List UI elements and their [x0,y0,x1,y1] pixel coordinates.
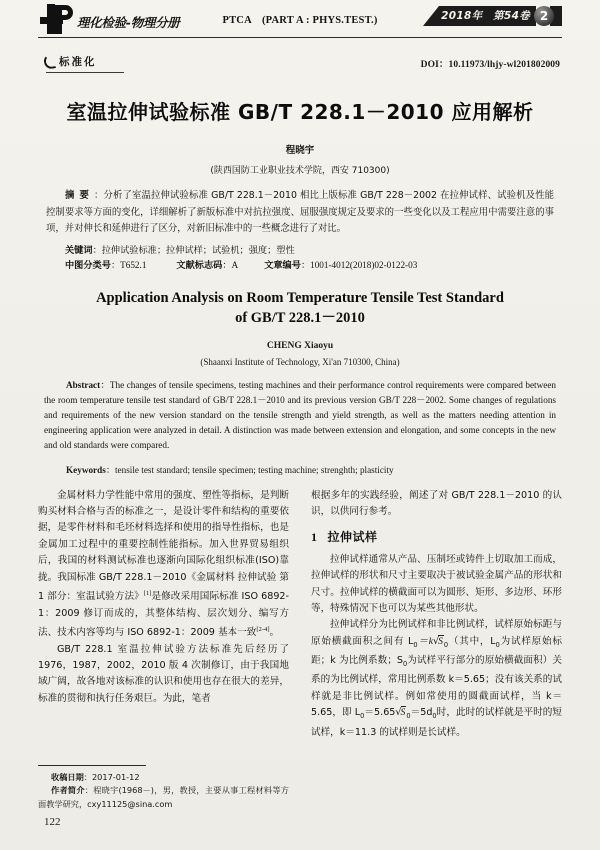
abstract-cn-label: 摘要 [65,190,95,201]
issue-banner [423,6,562,26]
left-p1-end: 。 [269,627,280,639]
affiliation-cn: (陕西国防工业职业技术学院，西安 710300) [210,166,390,176]
title-en-line1: Application Analysis on Room Temperature Tensile Test Standard [96,289,504,306]
author-cn: 程晓宇 [285,145,315,156]
footnote-rule [38,765,146,766]
rp3-g: ＝5.65 [364,707,396,719]
swoosh-icon [43,53,56,69]
affiliation-en: (Shaanxi Institute of Technology, Xi'an 710300, China) [200,356,400,367]
rp3-c: S [438,635,443,647]
author-bio-value: ：程晓宇(1968－)，男，教授，主要从事工程材料等方面教学研究，cxy11125@sina.com [38,785,289,809]
author-bio-label: 作者简介 [51,785,85,795]
abstract-en-text: ：The changes of tensile specimens, testing machines and their performance control requirements were compared between the room temperature tensile test standard of GB/T 228.1－2010 and its previous version GB/T 228－2002. Some changes of regulations and requirements of the new version standard on the tensile strength and yield strength, as well as the matters needing attention in engineering application were analyzed in detail. A distinction was made between extension and elongation, and some concepts in the new and old standards were compared. [44,379,556,451]
body-columns [38,488,562,741]
article-id-value: ：1001-4012(2018)02-0122-03 [300,260,418,270]
section-heading-1 [311,529,562,545]
clc-value: ：T652.1 [110,260,147,270]
section-number: 1 [311,530,318,545]
left-p1-part2: 是修改采用国际标准 ISO 6892-1：2009 修订而成的，其整体结构、层次划分、编写方法、技术内容等均与 ISO 6892-1：2009 基本一致 [38,591,289,639]
keywords-cn-value: ：拉伸试验标准；拉伸试样；试验机；强度；塑性 [92,244,295,256]
received-date-value: ：2017-01-12 [83,771,140,782]
body-paragraph: 根据多年的实践经验，阐述了对 GB/T 228.1－2010 的认识，以供同行参考。 [311,489,562,517]
rp3-h: S [400,707,406,719]
left-p1-ref2: [2-4] [256,625,270,633]
rp3-e: 为试样原始标距；k 为比例系数；S [311,635,562,667]
section-tag-label: 标准化 [59,56,97,68]
rp3-f: 为试样平行部分的原始横截面积）关系的为比例试样，常用比例系数 k＝5.65；没有该关系的试样就是非比例试样。例如常使用的圆截面试样，当 k＝5.65，即 L [311,655,563,719]
column-right [311,488,562,741]
body-paragraph: GB/T 228.1 室温拉伸试验方法标准先后经历了 1976，1987，2002，2010 版 4 次制修订，由于我国地域广阔，故各地对该标准的认识和使用也存在很大的差异，标准的贯彻和执行任务艰巨。为此，笔者 [38,643,289,704]
page-title: 室温拉伸试验标准 GB/T 228.1－2010 应用解析 [66,100,534,124]
doccode-label: 文献标志码 [176,260,223,271]
keywords-cn-row [65,243,554,259]
left-p1-ref1: [1] [143,589,152,597]
section-title: 拉伸试样 [327,530,378,545]
body-paragraph: 拉伸试样通常从产品、压制坯或铸件上切取加工而成，拉伸试样的形状和尺寸主要取决于被试验金属产品的形状和尺寸。拉伸试样的横截面可以为圆形、矩形、多边形、环形等，特殊情况下也可以为某些其他形状。 [311,553,562,614]
section-tag-underline [46,72,124,73]
issue-number-badge: 2 [534,6,554,26]
article-id-label: 文章编号 [264,260,301,271]
keywords-en [38,463,562,478]
meta-cn [38,243,562,274]
received-date-label: 收稿日期 [51,771,84,782]
body-paragraph: 拉伸试样分为比例试样和非比例试样，试样原始标距与原始横截面积之间有 $L_0=k√S_0$（其中，$L_0$为试样原始标距；k 为比例系数；$S_0$为试样平行部分的原始横截面积）关系的为比例试样，常用比例系数 k＝5.65；没有该关系的试样就是非比例试样。例如常使用的圆截面试样，当 k＝5.65，即 $L_0=5.65√S_0=5d_0$时，此时的试样就是平时的短试样，k＝11.3 的试样则是长试样。 [311,619,563,738]
title-en-line2: of GB/T 228.1－2010 [235,309,365,326]
doi-text: DOI：10.11973/lhjy-wl201802009 [420,60,560,70]
keywords-en-text: ：tensile test standard; tensile specimen; testing machine; strenghth; plasticity [105,464,394,475]
clc-label: 中图分类号 [65,260,111,271]
abstract-en [38,378,562,454]
page-number: 122 [44,816,61,828]
banner-tail-shape [423,6,439,26]
footnote-area [38,765,289,829]
rp3-j: 时，此时的试样就是平时的短试样，k＝11.3 的试样则是长试样。 [311,707,562,738]
rp3-a: 拉伸试样分为比例试样和非比例试样，试样原始标距与原始横截面积之间有 L [311,619,562,647]
received-date-row [38,771,289,785]
masthead [38,0,562,46]
section-tag [44,54,97,69]
title-en [38,288,562,328]
subhead [38,50,562,82]
abstract-cn [38,188,562,238]
keywords-en-label: Keywords [66,464,106,475]
doccode-value: ：A [222,260,239,270]
abstract-en-label: Abstract [66,379,101,390]
column-left [38,488,289,741]
keywords-cn-label: 关键词 [65,244,93,256]
issue-year-volume: 2018年 第54卷 [439,6,536,26]
masthead-rule [38,37,562,39]
rp3-i: ＝5d [410,707,433,719]
journal-name-cn: 理化检验-物理分册 [77,15,180,30]
rp3-b: ＝k [417,635,433,647]
rp3-d: （其中，L [448,635,496,647]
footnote [38,771,289,812]
body-paragraph [38,488,289,642]
classification-row [65,258,554,274]
abstract-cn-text: ：分析了室温拉伸试验标准 GB/T 228.1－2010 相比上版标准 GB/T 228－2002 在拉伸试样、试验机及性能控制要求等方面的变化，详细解析了新版标准中对抗拉强度、屈服强度规定及要求的一些变化以及工程应用中需要注意的事项，并对伸长和延伸进行了区分，对新旧标准中的一些概念进行了对比。 [46,190,554,234]
left-p1-part1: 金属材料力学性能中常用的强度、塑性等指标，是判断购买材料合格与否的标准之一，是设计零件和结构的重要依据，是零件材料和毛坯材料选择和使用的指导性指标，也是金属加工过程中的重要控制性能指标。加入世界贸易组织后，我国的材料测试标准也逐渐向国际化组织标准(ISO)靠拢。我国标准 GB/T 228.1－2010《金属材料 拉伸试验 第 1 部分：室温试验方法》 [38,489,289,603]
author-en: CHENG Xiaoyu [266,340,334,351]
journal-name-en: PTCA (PART A : PHYS.TEST.) [222,15,378,26]
author-bio-row [38,784,289,811]
